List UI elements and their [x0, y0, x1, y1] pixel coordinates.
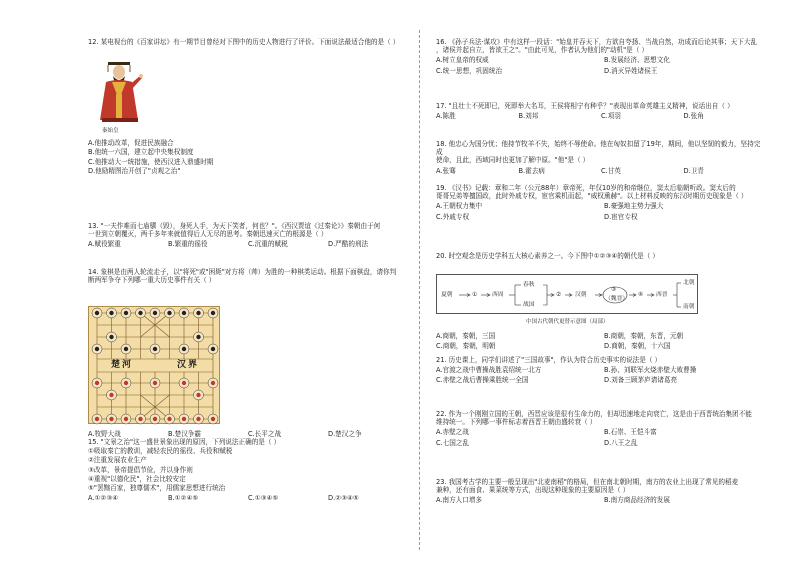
option-d[interactable]: D.楚汉之争: [328, 430, 362, 439]
option-b[interactable]: B.刘邦: [518, 112, 539, 121]
question-stem: 18. 他忠心为国分忧；他持节牧羊不失，始终不辱使命。他在匈奴扣留了19年，期间，他以坚韧的毅力，坚持完成 使命，且此，西域同时也更加了解中原。"他"是（ ）: [436, 140, 761, 165]
board-river: [89, 359, 221, 372]
statement-item: ①吸取秦亡的教训，减轻农民的徭役、兵役和赋税: [88, 447, 233, 456]
statement-list: [88, 447, 408, 492]
question-13: [88, 222, 408, 249]
question-stem: 14. 象棋是由两人轮流走子，以"将死"或"困毙"对方将（帅）为胜的一种棋类运动。根据下面棋盘，请你判 断两军争夺下列哪一重大历史事件有关（ ）: [88, 268, 397, 285]
option-a[interactable]: A.他推动改革，促进民族融合: [88, 139, 174, 148]
option-b[interactable]: B.商朝，秦朝，东晋，元朝: [604, 332, 684, 341]
options-list: [436, 202, 766, 220]
timeline-blank-3: ③: [611, 287, 617, 294]
option-a[interactable]: A.商朝，秦朝，三国: [436, 332, 496, 341]
option-d[interactable]: D.八王之乱: [604, 438, 638, 447]
timeline-nanchao: 南朝: [683, 304, 695, 311]
question-22: [436, 410, 766, 447]
options-list: [88, 240, 408, 248]
option-b[interactable]: B.楚汉争霸: [168, 430, 201, 439]
image-caption: 秦始皇: [102, 128, 119, 135]
option-d[interactable]: D.宦官专权: [604, 212, 638, 221]
option-d[interactable]: D.卫青: [683, 166, 704, 175]
options-list: [436, 112, 766, 120]
question-stem: 20. 时空观念是历史学科五大核心素养之一。今下图中①②③④的朝代是（ ）: [436, 252, 659, 260]
timeline-beichao: 北朝: [683, 280, 695, 287]
options-list: [436, 167, 766, 175]
timeline-chunqiu: 春秋: [523, 282, 535, 289]
option-a[interactable]: A.赤壁之战: [436, 428, 469, 437]
river-label-left: 楚河: [110, 360, 133, 371]
timeline-blank-1: ①: [472, 292, 478, 299]
timeline-xia: 夏朝: [441, 292, 453, 299]
option-b[interactable]: B.繁重的徭役: [168, 240, 208, 249]
emperor-portrait-image: [98, 60, 144, 124]
option-b[interactable]: B.他统一六国，建立起中央集权制度: [88, 148, 194, 157]
option-c[interactable]: C.①③④⑤: [248, 494, 279, 503]
option-c[interactable]: C.项羽: [601, 112, 621, 121]
option-b[interactable]: B.南方商品经济的发展: [604, 496, 670, 505]
dynasty-timeline-diagram: [436, 274, 698, 314]
emperor-figure: [88, 46, 408, 138]
question-18: [436, 140, 766, 175]
question-stem: 17. "且壮士不死即已，死即举大名耳，王侯将相宁有种乎？"表现出革命英雄主义精神，说话出自（ ）: [436, 102, 734, 110]
option-d[interactable]: D.张角: [683, 112, 704, 121]
option-c[interactable]: C.长平之战: [248, 430, 282, 439]
question-16: [436, 38, 766, 75]
option-b[interactable]: B.石崇、王恺斗富: [604, 428, 657, 437]
option-d[interactable]: D.他励精图治开创了"贞观之治": [88, 166, 181, 175]
statement-item: ④重视"以德化民"，社会比较安定: [88, 474, 186, 483]
option-a[interactable]: A.①②③④: [88, 494, 119, 503]
figure-caption: 中国古代朝代更替示意图（局部）: [526, 319, 609, 326]
statement-item: ②注重发展农业生产: [88, 456, 147, 465]
option-c[interactable]: C.统一思想，巩固统治: [436, 66, 503, 75]
question-stem: 15. "文景之治"这一盛世景象出现的原因，下列说法正确的是（ ）: [88, 438, 281, 446]
question-stem: 22. 作为一个刚刚立国的王朝，西晋应该是很有生命力的，但却迅速地走向衰亡，这是由于西晋统治集团不能 维持统一。下列哪一事件标志着西晋王朝由盛转衰（ ）: [436, 410, 752, 427]
timeline-xijin: 西晋: [656, 292, 668, 299]
timeline-weijin: （魏晋）: [605, 296, 629, 303]
question-stem: 19. 《汉书》记载：章和二年（公元88年）章帝死，年仅10岁的和帝继位，窦太后临朝听政。窦太后的 哥哥兄弟等擅国政，此时外戚专权，宦官乘机而起，"威权熏赫"。以上材料反映的东汉时期历史现象是（ ）: [436, 184, 748, 201]
options-list: [436, 428, 766, 446]
options-list: [436, 56, 766, 74]
question-20: [436, 252, 766, 351]
question-stem: 21. 历史课上，同学们讲述了"三国故事"，作认为符合历史事实的说法是（ ）: [436, 356, 662, 364]
timeline-blank-4: ④: [638, 292, 644, 299]
option-a[interactable]: A.树立皇帝的权威: [436, 56, 489, 65]
option-c[interactable]: C.沉重的赋税: [248, 240, 288, 249]
options-list: [88, 139, 408, 175]
options-list: [88, 494, 408, 502]
option-a[interactable]: A.南方人口增多: [436, 496, 483, 505]
option-b[interactable]: B.霍去病: [518, 166, 545, 175]
option-d[interactable]: D.商朝，秦朝，十六国: [604, 342, 671, 351]
option-a[interactable]: A.陈胜: [436, 112, 456, 121]
option-a[interactable]: A.赋役繁重: [88, 240, 121, 249]
option-d[interactable]: D.消灭异姓诸侯王: [604, 66, 658, 75]
question-15: [88, 438, 408, 503]
option-d[interactable]: D.刘备三顾茅庐请诸葛亮: [604, 376, 678, 385]
option-c[interactable]: C.赤壁之战后曹操乘胜统一全国: [436, 376, 529, 385]
question-stem: 13. "一夫作难而七庙隳（毁），身死人手，为天下笑者，何也？"。《西汉贾谊《过秦论》》秦朝由于何 一世到立朝覆灭，两千多年来就值得后人无尽的思考。秦朝迅速灭亡的根源是（ ）: [88, 222, 381, 239]
statement-item: ⑤"罢黜百家，独尊儒术"，用儒家思想进行统治: [88, 484, 226, 493]
option-b[interactable]: B.发展经济、思想文化: [604, 56, 670, 65]
option-c[interactable]: C.七国之乱: [436, 438, 470, 447]
question-23: [436, 478, 766, 505]
timeline-xizhou: 西周: [492, 292, 504, 299]
option-d[interactable]: D.②③④⑤: [328, 494, 359, 503]
question-21: [436, 356, 766, 385]
option-a[interactable]: A.官渡之战中曹操战胜袁绍统一北方: [436, 366, 542, 375]
chess-figure: [88, 284, 408, 424]
question-12: [88, 38, 408, 175]
option-b[interactable]: B.孙、刘联军火烧赤壁大败曹操: [604, 366, 697, 375]
option-c[interactable]: C.外戚专权: [436, 212, 470, 221]
option-b[interactable]: B.①②④⑤: [168, 494, 199, 503]
question-stem: 12. 某电视台的《百家讲坛》有一期节目曾经对下图中的历史人物进行了评价。下面说法最适合他的是（ ）: [88, 38, 400, 46]
option-c[interactable]: C.他推动大一统措施，使西汉进入鼎盛时期: [88, 157, 214, 166]
option-b[interactable]: B.豪强地主势力强大: [604, 202, 664, 211]
statement-item: ③改革，景帝提倡节俭，并以身作则: [88, 465, 193, 474]
chinese-chess-board-image: [88, 306, 220, 424]
dynasty-timeline-figure: [436, 260, 766, 330]
option-d[interactable]: D.严酷的刑法: [328, 240, 369, 249]
question-14: [88, 268, 408, 439]
option-a[interactable]: A.张骞: [436, 166, 456, 175]
timeline-zhanguo: 战国: [523, 302, 535, 309]
option-a[interactable]: A.王朝权力集中: [436, 202, 483, 211]
question-stem: 23. 我国考古学的主要一般呈现出"北麦南稻"的格局，但在南北朝时期，南方的农业上出现了常见的稻麦 兼种，还有面食、果菜统等方式，出现这种现象的主要原因是（ ）: [436, 478, 739, 495]
question-stem: 16. 《孙子兵法·谋攻》中有这样一段话："始皇并吞天下，方欲自夸扬、当战自然，功成而后论其事；天下大乱 ，诸侯并起自立，皆欲王之"。"由此可见，作者认为他们的"动机"是（ ）: [436, 38, 758, 55]
question-19: [436, 184, 766, 221]
timeline-blank-2: ②: [556, 292, 562, 299]
timeline-hanchao: 汉朝: [575, 292, 587, 299]
option-c[interactable]: C.商朝，秦朝，明朝: [436, 342, 496, 351]
river-label-right: 汉界: [176, 360, 199, 371]
option-c[interactable]: C.甘英: [601, 166, 621, 175]
options-list: [436, 496, 766, 504]
option-a[interactable]: A.牧野大战: [88, 430, 121, 439]
options-list: [436, 366, 766, 384]
column-divider: [419, 30, 420, 550]
question-17: [436, 102, 766, 120]
options-list: [436, 332, 766, 350]
